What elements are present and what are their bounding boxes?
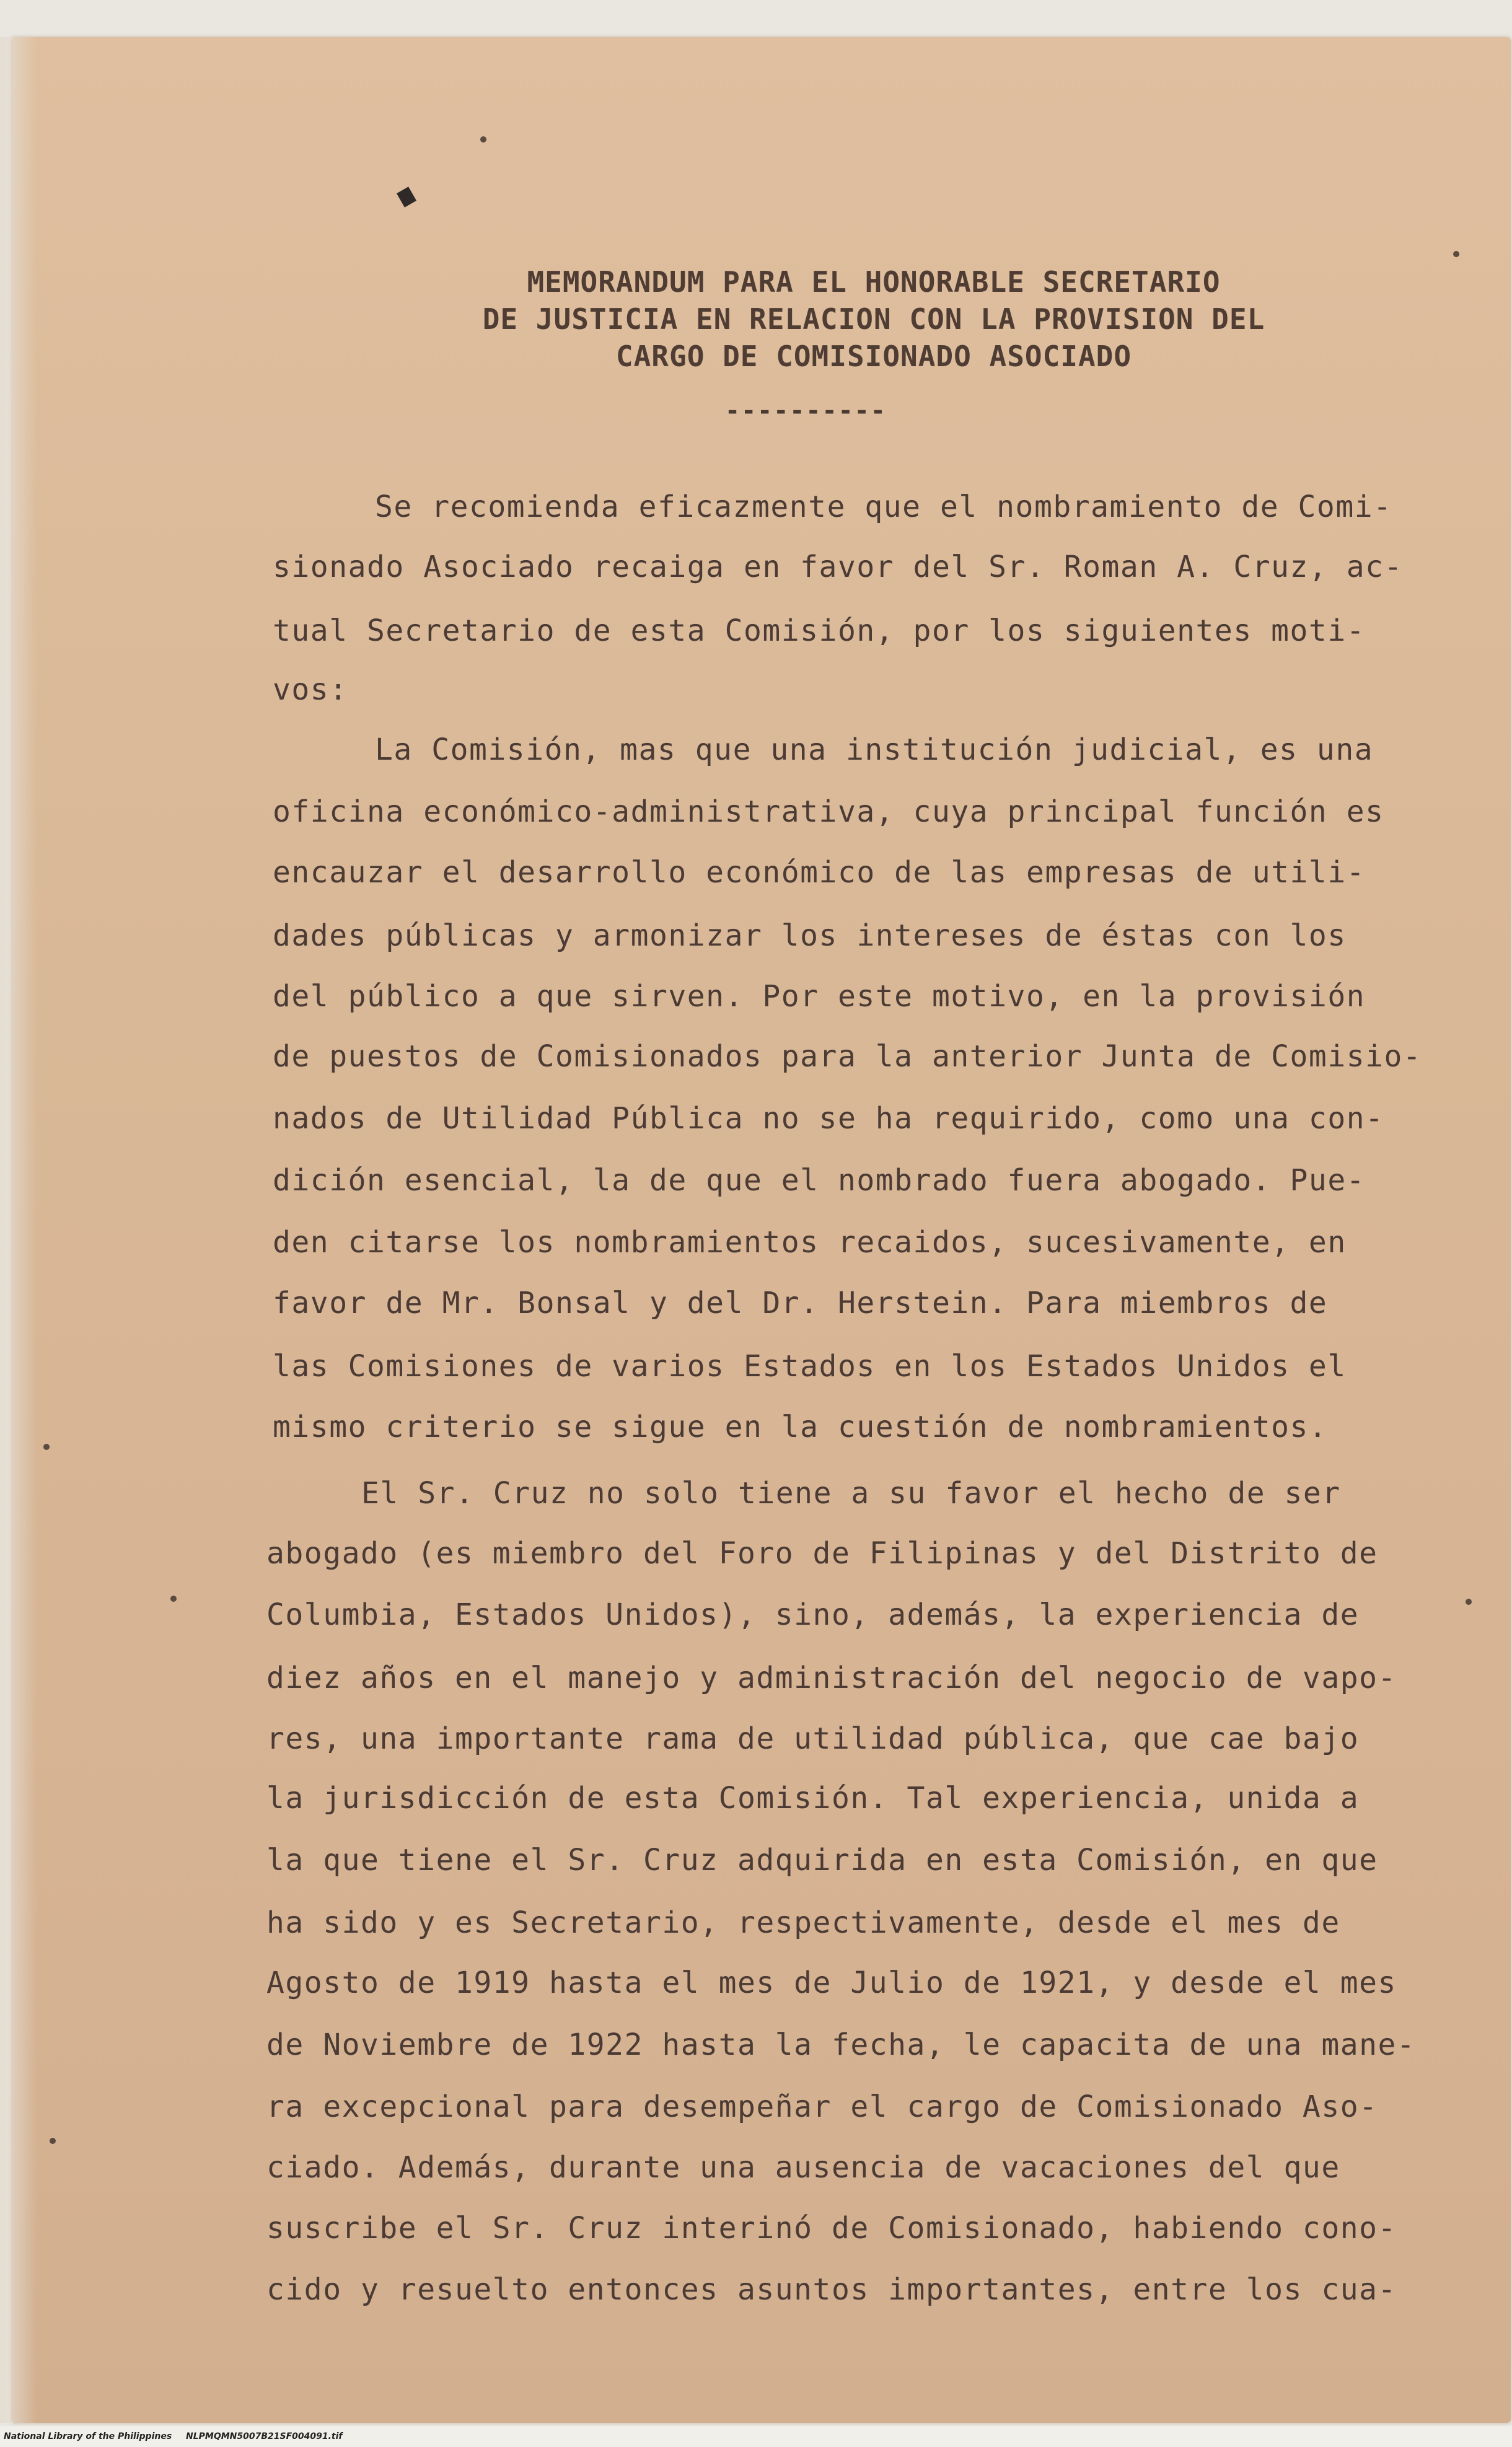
page-edge [0, 37, 37, 2423]
paper-speck [480, 136, 486, 143]
scan-footer [0, 2426, 1512, 2447]
body-line: la que tiene el Sr. Cruz adquirida en esta Comisión, en que [266, 1843, 1378, 1878]
body-line: mismo criterio se sigue en la cuestión de nombramientos. [273, 1410, 1328, 1444]
memo-title [434, 263, 1314, 375]
body-line: del público a que sirven. Por este motivo, en la provisión [273, 979, 1366, 1014]
body-line: dades públicas y armonizar los intereses de éstas con los [273, 918, 1347, 953]
paper-speck [170, 1596, 177, 1602]
body-line: res, una importante rama de utilidad pública, que cae bajo [266, 1721, 1360, 1756]
paper-speck [43, 1444, 50, 1450]
body-line: vos: [273, 672, 348, 707]
body-line: El Sr. Cruz no solo tiene a su favor el hecho de ser [361, 1476, 1341, 1511]
body-line: nados de Utilidad Pública no se ha requirido, como una con- [273, 1101, 1384, 1136]
title-line: DE JUSTICIA EN RELACION CON LA PROVISION DEL [482, 302, 1265, 336]
body-line: las Comisiones de varios Estados en los Estados Unidos el [273, 1349, 1347, 1384]
title-separator: ---------- [725, 397, 887, 425]
body-line: oficina económico-administrativa, cuya principal función es [273, 794, 1384, 829]
body-line: cido y resuelto entonces asuntos importantes, entre los cua- [266, 2272, 1397, 2307]
body-line: suscribe el Sr. Cruz interinó de Comisionado, habiendo cono- [266, 2211, 1397, 2246]
body-line: den citarse los nombramientos recaidos, sucesivamente, en [273, 1225, 1347, 1260]
paper-speck [1453, 251, 1459, 257]
paper-speck [50, 2138, 56, 2144]
body-line: Columbia, Estados Unidos), sino, además, la experiencia de [266, 1597, 1360, 1632]
body-line: sionado Asociado recaiga en favor del Sr. Roman A. Cruz, ac- [273, 550, 1403, 584]
library-credit: National Library of the Philippines [4, 2432, 172, 2441]
body-line: diez años en el manejo y administración del negocio de vapo- [266, 1661, 1397, 1695]
body-line: tual Secretario de esta Comisión, por los siguientes moti- [273, 613, 1366, 648]
body-line: Agosto de 1919 hasta el mes de Julio de 1921, y desde el mes [266, 1966, 1397, 2000]
body-line: Se recomienda eficazmente que el nombramiento de Comi- [375, 490, 1392, 524]
body-line: La Comisión, mas que una institución judicial, es una [375, 732, 1374, 767]
paper-speck [1466, 1599, 1472, 1605]
body-line: encauzar el desarrollo económico de las empresas de utili- [273, 855, 1366, 890]
body-line: la jurisdicción de esta Comisión. Tal experiencia, unida a [266, 1781, 1360, 1816]
body-line: ciado. Además, durante una ausencia de vacaciones del que [266, 2150, 1340, 2185]
body-line: dición esencial, la de que el nombrado fuera abogado. Pue- [273, 1163, 1366, 1198]
body-line: favor de Mr. Bonsal y del Dr. Herstein. Para miembros de [273, 1286, 1328, 1320]
file-identifier: NLPMQMN5007B21SF004091.tif [186, 2432, 343, 2441]
body-line: ha sido y es Secretario, respectivamente, desde el mes de [266, 1905, 1340, 1940]
body-line: abogado (es miembro del Foro de Filipinas y del Distrito de [266, 1536, 1378, 1571]
body-line: de Noviembre de 1922 hasta la fecha, le capacita de una mane- [266, 2027, 1416, 2062]
body-line: de puestos de Comisionados para la anterior Junta de Comisio- [273, 1039, 1422, 1074]
title-line: MEMORANDUM PARA EL HONORABLE SECRETARIO [527, 265, 1221, 299]
body-line: ra excepcional para desempeñar el cargo de Comisionado Aso- [266, 2089, 1378, 2124]
title-line: CARGO DE COMISIONADO ASOCIADO [615, 340, 1132, 373]
